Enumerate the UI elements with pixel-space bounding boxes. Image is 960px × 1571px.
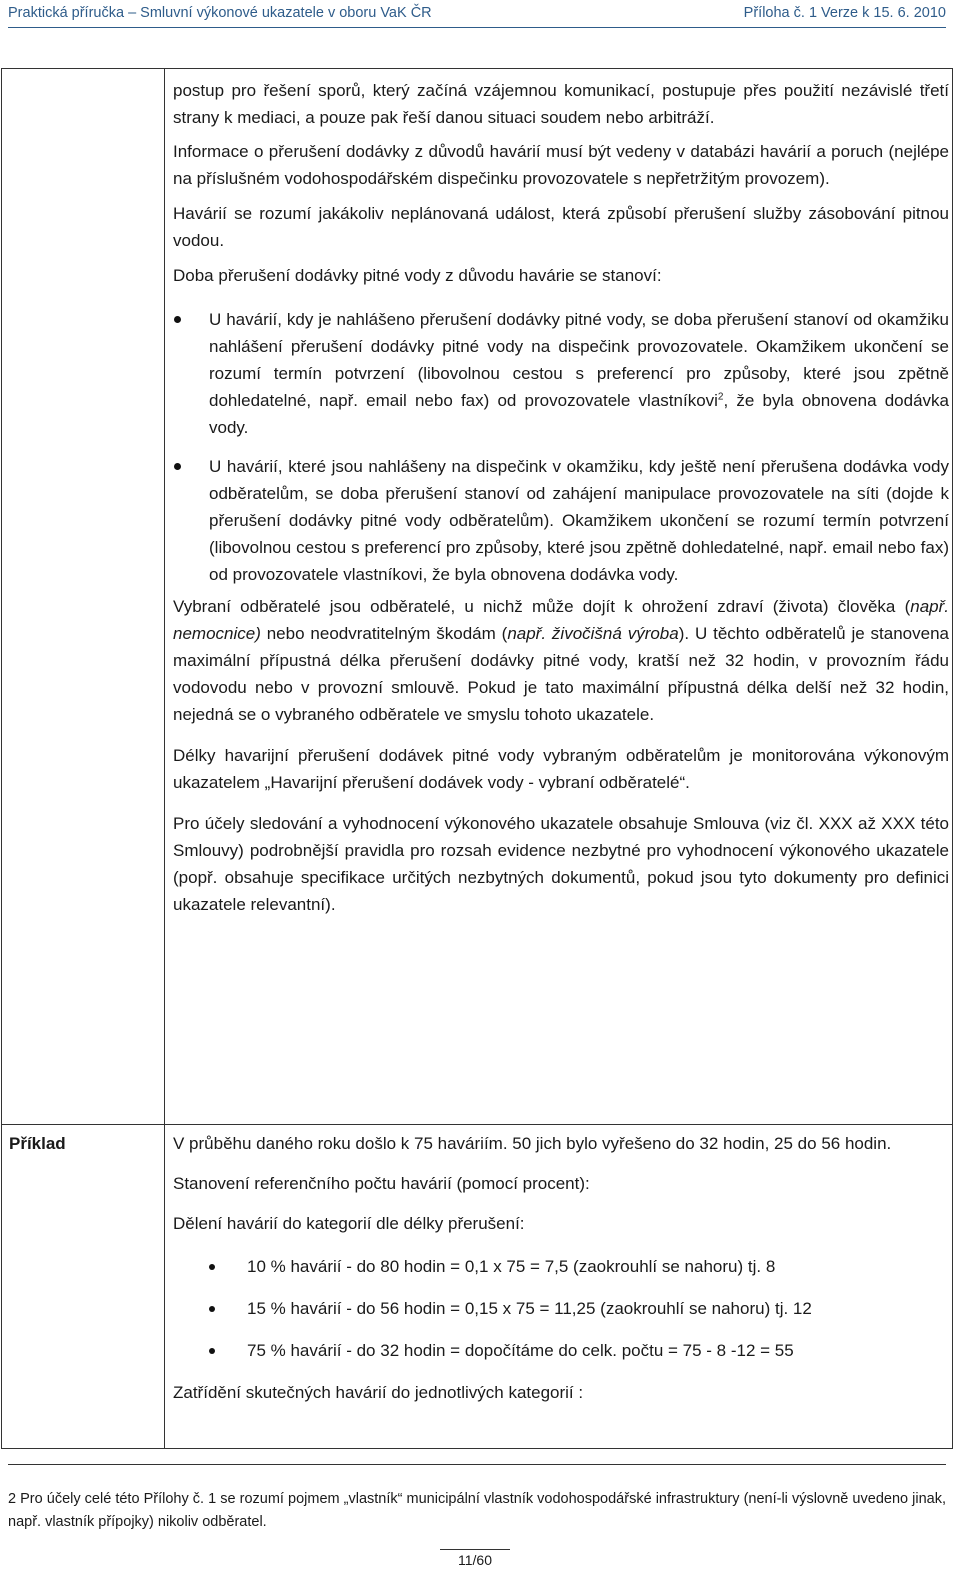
list-item: U havárií, které jsou nahlášeny na dispečink v okamžiku, kdy ještě není přerušena dodávka vody odběratelům, se doba přerušení stanoví od zahájení manipulace provozovatele na síti (dojde k přerušení dodávky pitné vody odběratelům). Okamžikem ukončení se rozumí termín potvrzení (libovolnou cestou s preferencí pro způsoby, které jsou zpětně dohledatelné, např. email nebo fax) od provozovatele vlastníkovi, že byla obnovena dodávka vody.	[173, 453, 949, 588]
bullet-icon	[174, 316, 181, 323]
table-column-divider	[164, 68, 165, 1449]
bullet-icon	[209, 1306, 215, 1312]
bullet-icon	[209, 1348, 215, 1354]
paragraph-accident-definition: Havárií se rozumí jakákoliv neplánovaná událost, která způsobí přerušení služby zásobování pitnou vodou.	[173, 204, 949, 250]
page-number: 11/60	[440, 1549, 510, 1570]
example-label: Příklad	[9, 1134, 66, 1153]
list-item: U havárií, kdy je nahlášeno přerušení dodávky pitné vody, se doba přerušení stanoví od okamžiku nahlášení přerušení dodávky pitné vody na dispečink provozovatele. Okamžikem ukončení se rozumí termín potvrzení (libovolnou cestou s preferencí pro způsoby, které jsou zpětně dohledatelné, např. email nebo fax) od provozovatele vlastníkovi$^2$, že byla obnovena dodávka vody.	[173, 306, 949, 441]
paragraph-dispute: postup pro řešení sporů, který začíná vzájemnou komunikací, postupuje přes použití nezávislé třetí strany k mediaci, a pouze pak řeší danou situaci soudem nebo arbitráží.	[173, 81, 949, 127]
category-list	[173, 1253, 949, 1364]
description-cell	[173, 77, 949, 918]
bullet-icon	[174, 463, 181, 470]
example-classification: Zatřídění skutečných havárií do jednotlivých kategorií :	[173, 1383, 584, 1402]
duration-list	[173, 306, 949, 588]
example-cell	[173, 1130, 949, 1406]
footnote-divider	[8, 1464, 946, 1465]
example-categories-intro: Dělení havárií do kategorií dle délky přerušení:	[173, 1214, 525, 1233]
list-item: 75 % havárií - do 32 hodin = dopočítáme do celk. počtu = 75 - 8 -12 = 55	[173, 1337, 949, 1364]
list-item: 10 % havárií - do 80 hodin = 0,1 x 75 = 7,5 (zaokrouhlí se nahoru) tj. 8	[173, 1253, 949, 1280]
paragraph-monitoring: Délky havarijní přerušení dodávek pitné vody vybraným odběratelům je monitorována výkonovým ukazatelem „Havarijní přerušení dodávek vody - vybraní odběratelé“.	[173, 746, 949, 792]
header-version: Příloha č. 1 Verze k 15. 6. 2010	[743, 5, 946, 21]
paragraph-contract-rules: Pro účely sledování a vyhodnocení výkonového ukazatele obsahuje Smlouva (viz čl. XXX až XXX této Smlouvy) podrobnější pravidla pro rozsah evidence nezbytné pro vyhodnocení výkonového ukazatele (popř. obsahuje specifikace určitých nezbytných dokumentů, pokud jsou tyto dokumenty pro definici ukazatele relevantní).	[173, 814, 949, 914]
page-header	[8, 0, 946, 28]
paragraph-database: Informace o přerušení dodávky z důvodů havárií musí být vedeny v databázi havárií a poruch (nejlépe na příslušném vodohospodářském dispečinku provozovatele s nepřetržitým provozem).	[173, 142, 949, 188]
paragraph-duration-intro: Doba přerušení dodávky pitné vody z důvodu havárie se stanoví:	[173, 266, 662, 285]
example-intro: V průběhu daného roku došlo k 75 haváriím. 50 jich bylo vyřešeno do 32 hodin, 25 do 56 hodin.	[173, 1134, 892, 1153]
bullet-icon	[209, 1264, 215, 1270]
table-row-divider	[1, 1124, 953, 1125]
footnote-ref: 2	[717, 391, 724, 403]
footnote: 2 Pro účely celé této Přílohy č. 1 se rozumí pojmem „vlastník“ municipální vlastník vodohospodářské infrastruktury (není-li výslovně uvedeno jinak, např. vlastník přípojky) nikoliv odběratel.	[8, 1491, 946, 1530]
example-reference-count: Stanovení referenčního počtu havárií (pomocí procent):	[173, 1174, 590, 1193]
paragraph-selected-customers: Vybraní odběratelé jsou odběratelé, u nichž může dojít k ohrožení zdraví (života) člověka (např. nemocnice) nebo neodvratitelným škodám (např. živočišná výroba). U těchto odběratelů je stanovena maximální přípustná délka přerušení dodávky pitné vody, kratší než 32 hodin, v provozním řádu vodovodu nebo v provozní smlouvě. Pokud je tato maximální přípustná délka delší než 32 hodin, nejedná se o vybraného odběratele ve smyslu tohoto ukazatele.	[173, 597, 949, 724]
header-title: Praktická příručka – Smluvní výkonové ukazatele v oboru VaK ČR	[8, 5, 432, 21]
list-item: 15 % havárií - do 56 hodin = 0,15 x 75 = 11,25 (zaokrouhlí se nahoru) tj. 12	[173, 1295, 949, 1322]
